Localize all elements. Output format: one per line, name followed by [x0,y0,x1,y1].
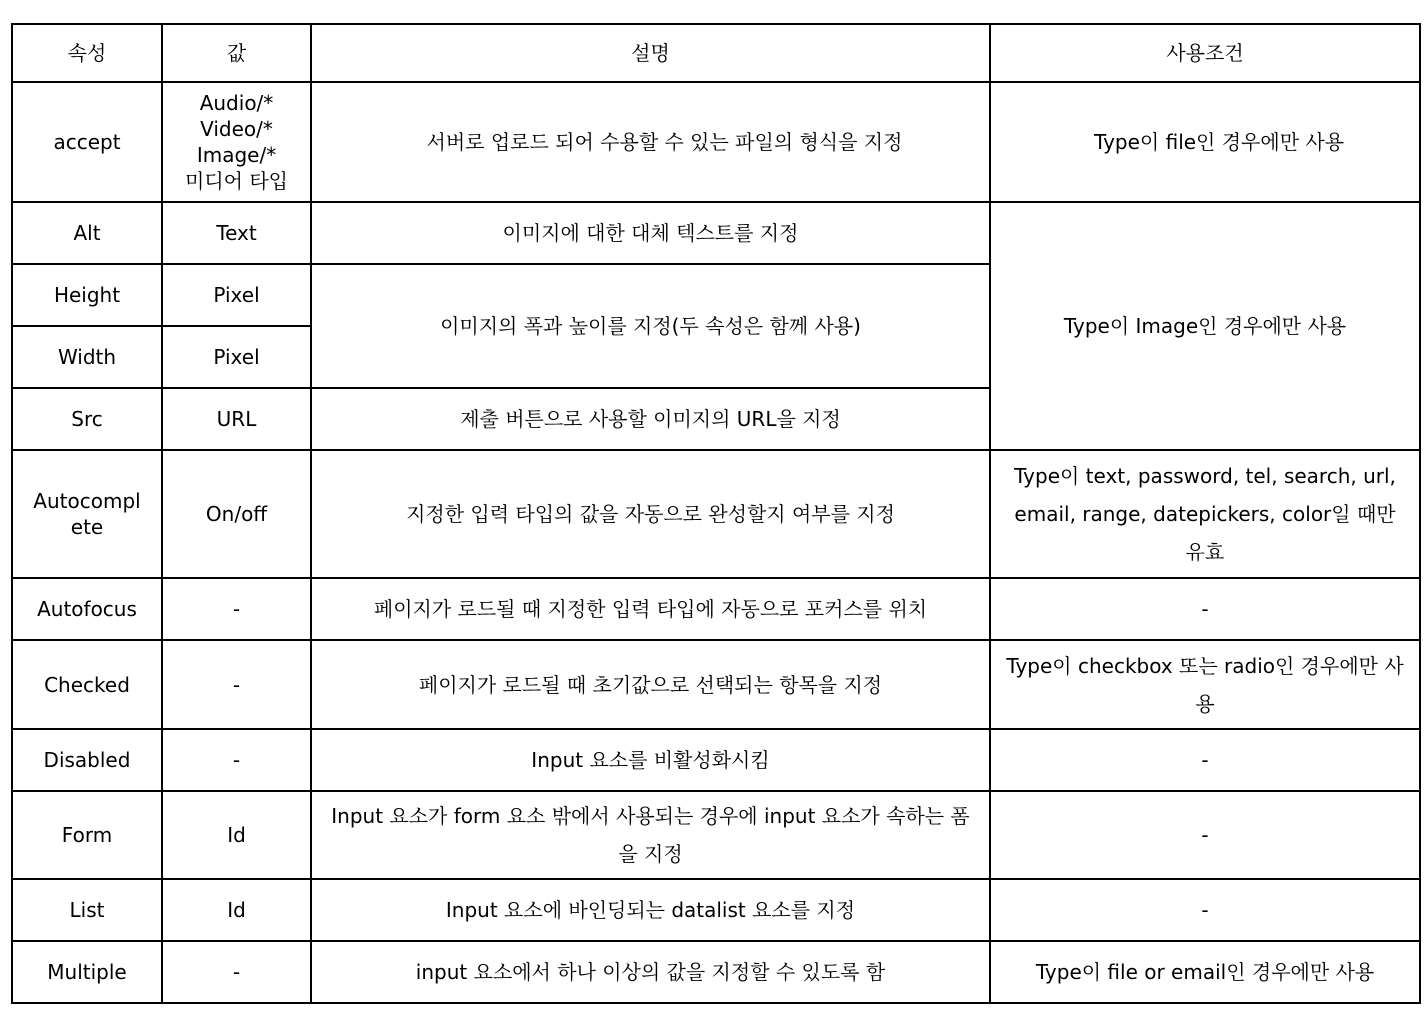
cell-condition: Type이 text, password, tel, search, url, email, range, datepickers, color일 때만 유효 [990,450,1420,578]
value-line: Audio/* [199,91,274,115]
cell-attribute: Disabled [12,729,162,791]
table-row-disabled [12,729,1420,791]
table-row-form [12,791,1420,879]
cell-value: URL [162,388,311,450]
header-condition: 사용조건 [990,24,1420,82]
attribute-line: ete [70,515,104,539]
attribute-table [11,23,1421,1004]
cell-attribute [12,450,162,578]
cell-attribute: Src [12,388,162,450]
cell-description: 페이지가 로드될 때 초기값으로 선택되는 항목을 지정 [311,640,990,729]
cell-attribute: Alt [12,202,162,264]
table-row-alt [12,202,1420,264]
table-row-autocomplete [12,450,1420,578]
cell-attribute: Multiple [12,941,162,1003]
cell-description: 페이지가 로드될 때 지정한 입력 타입에 자동으로 포커스를 위치 [311,578,990,640]
header-value: 값 [162,24,311,82]
cell-attribute: List [12,879,162,941]
table-row-accept [12,82,1420,202]
value-line: Image/* [196,143,277,167]
attribute-line: Autocompl [33,489,141,513]
table-row-multiple [12,941,1420,1003]
cell-description: Input 요소에 바인딩되는 datalist 요소를 지정 [311,879,990,941]
header-description: 설명 [311,24,990,82]
cell-value [162,82,311,202]
cell-attribute: Checked [12,640,162,729]
cell-attribute: Height [12,264,162,326]
cell-value: - [162,578,311,640]
cell-description-size: 이미지의 폭과 높이를 지정(두 속성은 함께 사용) [311,264,990,388]
cell-value: - [162,640,311,729]
value-line: Video/* [200,117,273,141]
cell-attribute: Autofocus [12,578,162,640]
cell-value: Pixel [162,326,311,388]
cell-description: 서버로 업로드 되어 수용할 수 있는 파일의 형식을 지정 [311,82,990,202]
cell-description: Input 요소를 비활성화시킴 [311,729,990,791]
cell-condition: Type이 checkbox 또는 radio인 경우에만 사용 [990,640,1420,729]
cell-value: - [162,941,311,1003]
cell-condition-image: Type이 Image인 경우에만 사용 [990,202,1420,450]
cell-condition: - [990,729,1420,791]
cell-condition: - [990,791,1420,879]
cell-attribute: Width [12,326,162,388]
header-attribute: 속성 [12,24,162,82]
table-row-list [12,879,1420,941]
cell-value: Pixel [162,264,311,326]
cell-description: Input 요소가 form 요소 밖에서 사용되는 경우에 input 요소가 속하는 폼을 지정 [311,791,990,879]
cell-description: input 요소에서 하나 이상의 값을 지정할 수 있도록 함 [311,941,990,1003]
cell-condition: - [990,879,1420,941]
cell-attribute: accept [12,82,162,202]
cell-condition: Type이 file인 경우에만 사용 [990,82,1420,202]
cell-description: 지정한 입력 타입의 값을 자동으로 완성할지 여부를 지정 [311,450,990,578]
cell-condition: Type이 file or email인 경우에만 사용 [990,941,1420,1003]
cell-value: Id [162,791,311,879]
header-row [12,24,1420,82]
value-line: 미디어 타입 [185,169,288,193]
cell-attribute: Form [12,791,162,879]
cell-condition: - [990,578,1420,640]
cell-value: - [162,729,311,791]
table-row-autofocus [12,578,1420,640]
cell-value: Text [162,202,311,264]
cell-description: 제출 버튼으로 사용할 이미지의 URL을 지정 [311,388,990,450]
table-row-checked [12,640,1420,729]
cell-value: On/off [162,450,311,578]
cell-description: 이미지에 대한 대체 텍스트를 지정 [311,202,990,264]
cell-value: Id [162,879,311,941]
